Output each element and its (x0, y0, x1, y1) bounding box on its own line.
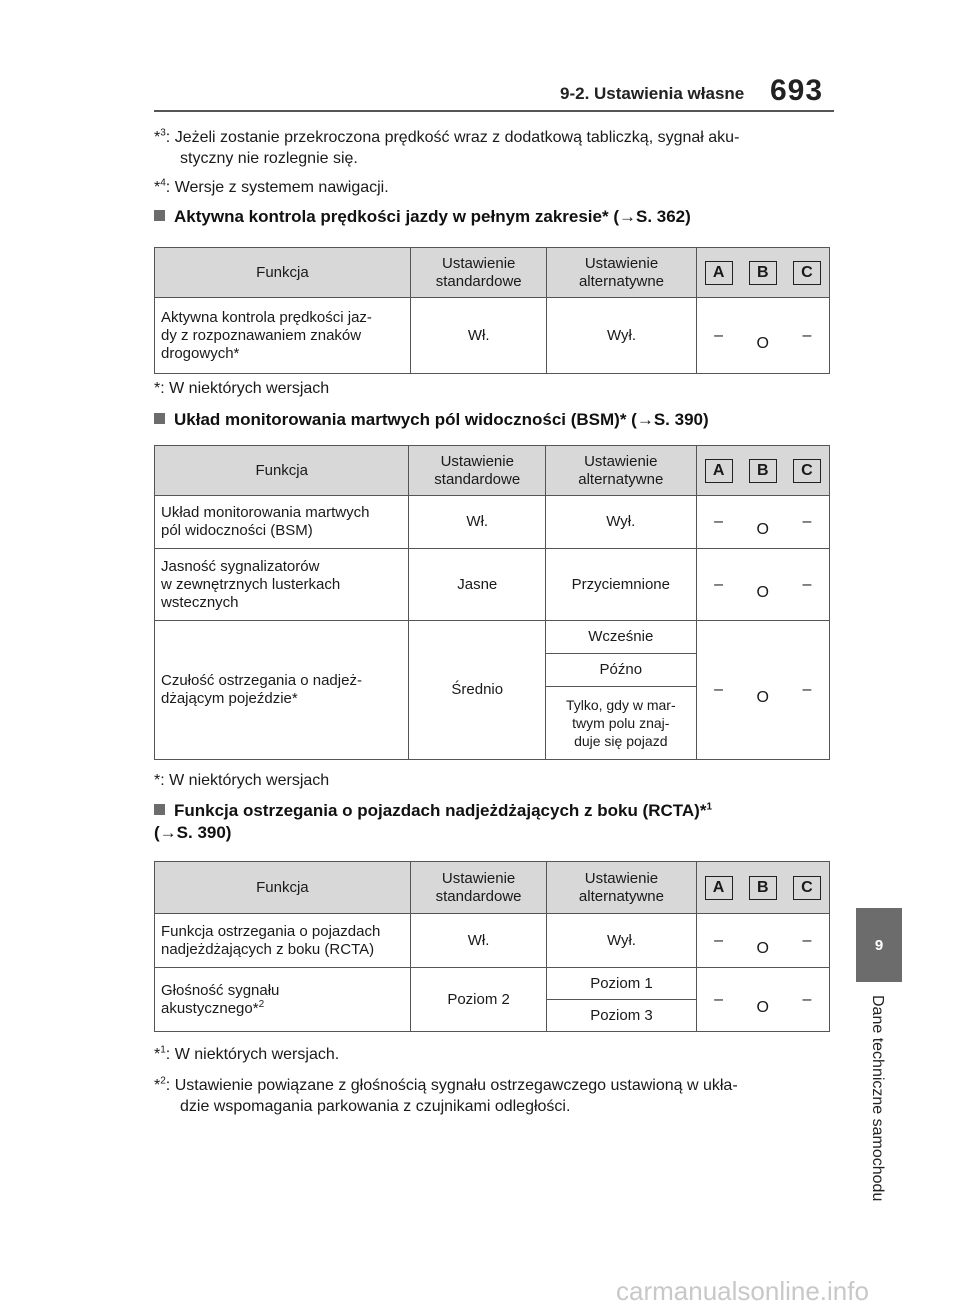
col-header-abc: A B C (696, 248, 829, 298)
table-row: Czułość ostrzegania o nadjeż- dżającym pojeździe* Średnio Wcześnie – O – (155, 621, 830, 654)
col-header-alternative: Ustawienie alternatywne (546, 446, 696, 496)
settings-table-acc (154, 247, 830, 374)
col-header-function: Funkcja (155, 862, 411, 914)
table-subrow: Późno (155, 654, 830, 687)
section-heading-acc: Aktywna kontrola prędkości jazdy w pełnym zakresie* (→S. 362) (154, 206, 691, 228)
header-divider (154, 110, 834, 112)
chapter-tab: 9 (856, 908, 902, 982)
col-header-abc: A B C (696, 446, 829, 496)
section-heading-rcta: Funkcja ostrzegania o pojazdach nadjeżdżających z boku (RCTA)*$^1$ (→S. 390) (154, 801, 713, 842)
bullet-square-icon (154, 210, 165, 221)
bullet-square-icon (154, 804, 165, 815)
settings-table-bsm (154, 445, 830, 760)
col-header-alternative: Ustawienie alternatywne (547, 862, 696, 914)
col-header-default: Ustawienie standardowe (409, 446, 546, 496)
footnote-4: *$^4$: Wersje z systemem nawigacji. (154, 177, 389, 196)
table-row: Aktywna kontrola prędkości jaz- dy z rozpoznawaniem znaków drogowych* Wł. Wył. – O – (155, 298, 830, 374)
table-row: Funkcja ostrzegania o pojazdach nadjeżdżających z boku (RCTA) Wł. Wył. – O – (155, 914, 830, 968)
footnote-3: *$^3$: Jeżeli zostanie przekroczona prędkość wraz z dodatkową tabliczką, sygnał aku- styczny nie rozlegnie się. (154, 127, 740, 167)
table-row: Głośność sygnału akustycznego*$^2$ Poziom 2 Poziom 1 – O – (155, 968, 830, 1000)
table-subrow: Poziom 3 (155, 1000, 830, 1032)
settings-table-rcta (154, 861, 830, 1032)
col-header-alternative: Ustawienie alternatywne (547, 248, 696, 298)
table-note: *: W niektórych wersjach (154, 380, 330, 397)
col-header-function: Funkcja (155, 446, 409, 496)
table-row: Układ monitorowania martwych pól widoczności (BSM) Wł. Wył. – O – (155, 496, 830, 549)
footnote-1: *$^1$: W niektórych wersjach. (154, 1044, 340, 1063)
section-header: 9-2. Ustawienia własne (560, 84, 745, 103)
section-heading-bsm: Układ monitorowania martwych pól widoczności (BSM)* (→S. 390) (154, 409, 709, 431)
col-header-abc: A B C (696, 862, 830, 914)
chapter-label: Dane techniczne samochodu (869, 995, 886, 1202)
watermark: carmanualsonline.info (616, 1276, 869, 1306)
col-header-function: Funkcja (155, 248, 411, 298)
bullet-square-icon (154, 413, 165, 424)
table-subrow: Tylko, gdy w mar- twym polu znaj- duje się pojazd (155, 687, 830, 760)
table-note: *: W niektórych wersjach (154, 772, 330, 789)
page-number: 693 (770, 74, 824, 107)
footnote-2: *$^2$: Ustawienie powiązane z głośnością sygnału ostrzegawczego ustawioną w ukła- dzie wspomagania parkowania z czujnikami odległości. (154, 1075, 738, 1115)
col-header-default: Ustawienie standardowe (410, 862, 547, 914)
col-header-default: Ustawienie standardowe (410, 248, 547, 298)
table-row: Jasność sygnalizatorów w zewnętrznych lusterkach wstecznych Jasne Przyciemnione – O – (155, 549, 830, 621)
